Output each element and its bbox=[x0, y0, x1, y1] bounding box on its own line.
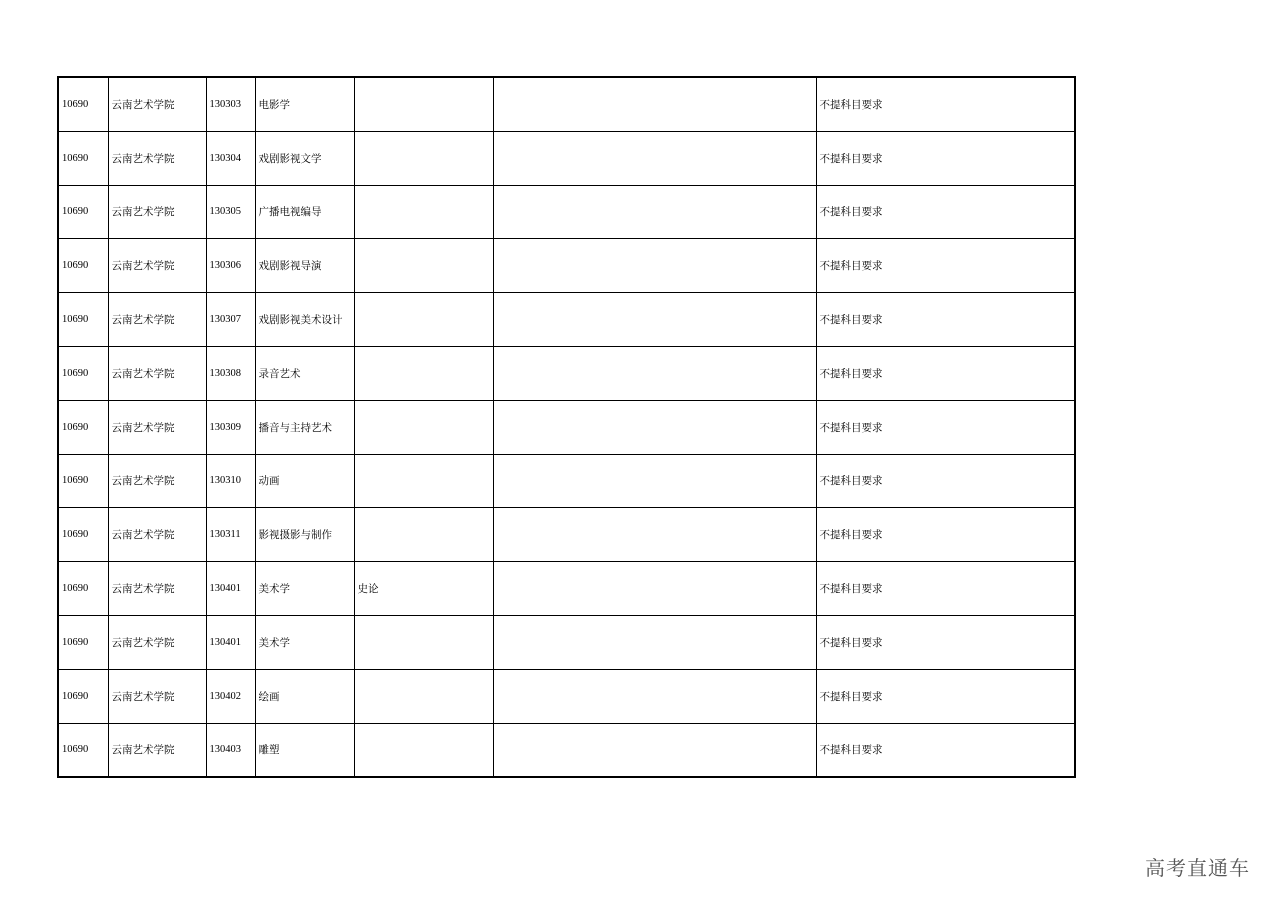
table-body bbox=[58, 77, 1075, 777]
major-code-cell: 130307 bbox=[206, 293, 255, 347]
subject-requirement-cell: 不提科目要求 bbox=[816, 400, 1075, 454]
major-code-cell: 130304 bbox=[206, 131, 255, 185]
major-name-cell: 戏剧影视美术设计 bbox=[255, 293, 354, 347]
table-row bbox=[58, 239, 1075, 293]
institution-name-cell: 云南艺术学院 bbox=[108, 615, 206, 669]
major-code-cell: 130309 bbox=[206, 400, 255, 454]
institution-name-cell: 云南艺术学院 bbox=[108, 562, 206, 616]
major-code-cell: 130403 bbox=[206, 723, 255, 777]
subject-requirement-cell: 不提科目要求 bbox=[816, 454, 1075, 508]
subject-requirement-cell: 不提科目要求 bbox=[816, 562, 1075, 616]
institution-name-cell: 云南艺术学院 bbox=[108, 346, 206, 400]
institution-code-cell: 10690 bbox=[58, 185, 108, 239]
direction-cell bbox=[354, 293, 493, 347]
major-code-cell: 130305 bbox=[206, 185, 255, 239]
major-name-cell: 戏剧影视文学 bbox=[255, 131, 354, 185]
note-cell bbox=[493, 346, 816, 400]
table-row bbox=[58, 454, 1075, 508]
direction-cell bbox=[354, 346, 493, 400]
note-cell bbox=[493, 77, 816, 131]
direction-cell bbox=[354, 185, 493, 239]
table-row bbox=[58, 723, 1075, 777]
direction-cell bbox=[354, 669, 493, 723]
major-name-cell: 绘画 bbox=[255, 669, 354, 723]
subject-requirement-cell: 不提科目要求 bbox=[816, 185, 1075, 239]
table-row bbox=[58, 131, 1075, 185]
subject-requirements-table bbox=[57, 76, 1076, 778]
institution-name-cell: 云南艺术学院 bbox=[108, 454, 206, 508]
note-cell bbox=[493, 669, 816, 723]
major-name-cell: 影视摄影与制作 bbox=[255, 508, 354, 562]
institution-code-cell: 10690 bbox=[58, 669, 108, 723]
subject-requirement-cell: 不提科目要求 bbox=[816, 131, 1075, 185]
direction-cell bbox=[354, 239, 493, 293]
table-row bbox=[58, 293, 1075, 347]
subject-requirement-cell: 不提科目要求 bbox=[816, 723, 1075, 777]
institution-name-cell: 云南艺术学院 bbox=[108, 131, 206, 185]
institution-name-cell: 云南艺术学院 bbox=[108, 508, 206, 562]
institution-code-cell: 10690 bbox=[58, 400, 108, 454]
note-cell bbox=[493, 293, 816, 347]
subject-requirement-cell: 不提科目要求 bbox=[816, 293, 1075, 347]
note-cell bbox=[493, 131, 816, 185]
direction-cell bbox=[354, 400, 493, 454]
major-code-cell: 130401 bbox=[206, 615, 255, 669]
institution-code-cell: 10690 bbox=[58, 346, 108, 400]
note-cell bbox=[493, 723, 816, 777]
major-name-cell: 广播电视编导 bbox=[255, 185, 354, 239]
major-name-cell: 美术学 bbox=[255, 615, 354, 669]
institution-name-cell: 云南艺术学院 bbox=[108, 723, 206, 777]
note-cell bbox=[493, 185, 816, 239]
major-name-cell: 电影学 bbox=[255, 77, 354, 131]
subject-requirement-cell: 不提科目要求 bbox=[816, 346, 1075, 400]
institution-name-cell: 云南艺术学院 bbox=[108, 185, 206, 239]
direction-cell bbox=[354, 77, 493, 131]
institution-code-cell: 10690 bbox=[58, 131, 108, 185]
note-cell bbox=[493, 562, 816, 616]
direction-cell bbox=[354, 615, 493, 669]
institution-code-cell: 10690 bbox=[58, 508, 108, 562]
major-name-cell: 美术学 bbox=[255, 562, 354, 616]
table-row bbox=[58, 508, 1075, 562]
major-code-cell: 130308 bbox=[206, 346, 255, 400]
note-cell bbox=[493, 615, 816, 669]
major-code-cell: 130306 bbox=[206, 239, 255, 293]
table-row bbox=[58, 346, 1075, 400]
table-row bbox=[58, 400, 1075, 454]
note-cell bbox=[493, 508, 816, 562]
institution-name-cell: 云南艺术学院 bbox=[108, 239, 206, 293]
institution-name-cell: 云南艺术学院 bbox=[108, 77, 206, 131]
subject-requirement-cell: 不提科目要求 bbox=[816, 239, 1075, 293]
subject-requirement-cell: 不提科目要求 bbox=[816, 615, 1075, 669]
major-name-cell: 录音艺术 bbox=[255, 346, 354, 400]
table-row bbox=[58, 562, 1075, 616]
direction-cell bbox=[354, 723, 493, 777]
subject-requirement-cell: 不提科目要求 bbox=[816, 508, 1075, 562]
note-cell bbox=[493, 400, 816, 454]
institution-code-cell: 10690 bbox=[58, 723, 108, 777]
note-cell bbox=[493, 239, 816, 293]
major-name-cell: 动画 bbox=[255, 454, 354, 508]
major-name-cell: 播音与主持艺术 bbox=[255, 400, 354, 454]
major-code-cell: 130311 bbox=[206, 508, 255, 562]
subject-requirement-cell: 不提科目要求 bbox=[816, 77, 1075, 131]
watermark-text: 高考直通车 bbox=[1145, 856, 1250, 880]
institution-name-cell: 云南艺术学院 bbox=[108, 400, 206, 454]
direction-cell bbox=[354, 454, 493, 508]
direction-cell bbox=[354, 131, 493, 185]
table-row bbox=[58, 669, 1075, 723]
institution-code-cell: 10690 bbox=[58, 615, 108, 669]
major-code-cell: 130401 bbox=[206, 562, 255, 616]
direction-cell: 史论 bbox=[354, 562, 493, 616]
table-row bbox=[58, 77, 1075, 131]
major-code-cell: 130303 bbox=[206, 77, 255, 131]
major-name-cell: 戏剧影视导演 bbox=[255, 239, 354, 293]
note-cell bbox=[493, 454, 816, 508]
major-code-cell: 130402 bbox=[206, 669, 255, 723]
institution-name-cell: 云南艺术学院 bbox=[108, 669, 206, 723]
institution-code-cell: 10690 bbox=[58, 77, 108, 131]
institution-code-cell: 10690 bbox=[58, 239, 108, 293]
table-row bbox=[58, 615, 1075, 669]
major-code-cell: 130310 bbox=[206, 454, 255, 508]
institution-code-cell: 10690 bbox=[58, 454, 108, 508]
subject-requirement-cell: 不提科目要求 bbox=[816, 669, 1075, 723]
table-row bbox=[58, 185, 1075, 239]
institution-code-cell: 10690 bbox=[58, 562, 108, 616]
major-name-cell: 雕塑 bbox=[255, 723, 354, 777]
institution-code-cell: 10690 bbox=[58, 293, 108, 347]
direction-cell bbox=[354, 508, 493, 562]
institution-name-cell: 云南艺术学院 bbox=[108, 293, 206, 347]
